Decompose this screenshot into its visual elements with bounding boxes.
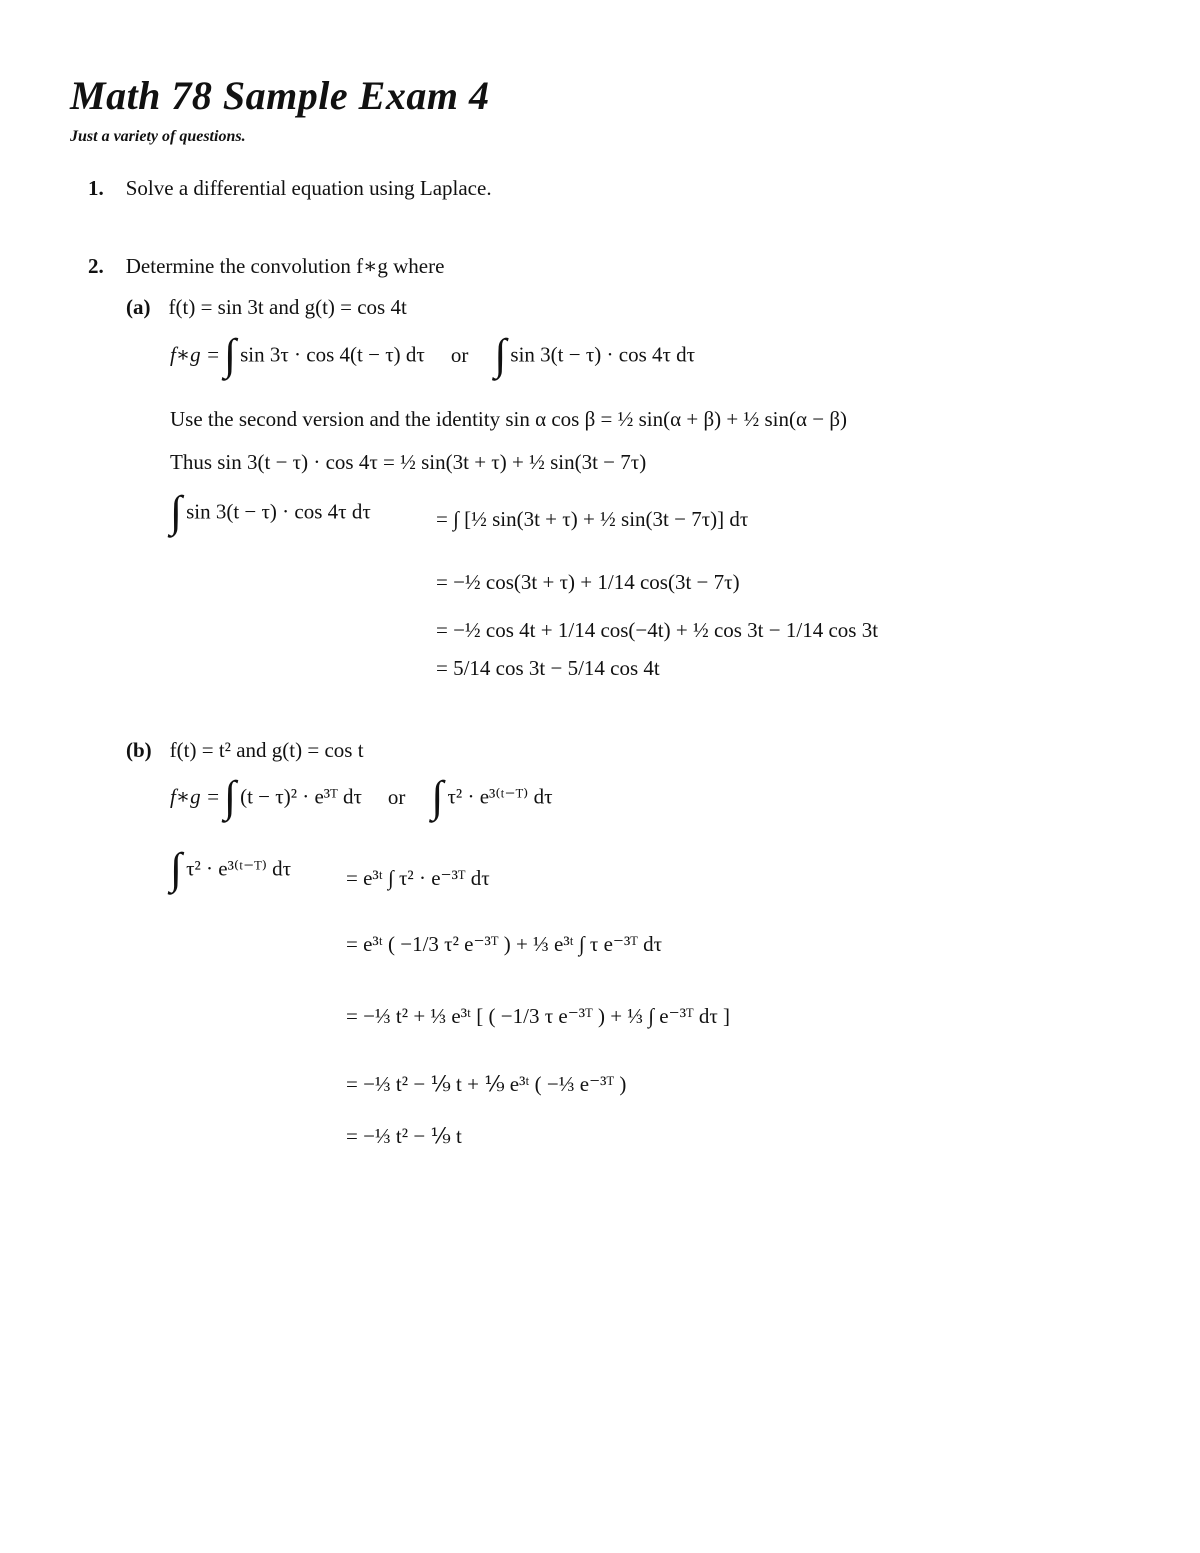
integral-sign: ∫ <box>170 844 183 893</box>
thus-line: Thus sin 3(t − τ) · cos 4τ = ½ sin(3t + τ) + ½ sin(3t − 7τ) <box>170 450 647 474</box>
or-word: or <box>450 342 469 367</box>
part-b-step-5: = −⅓ t² − ⅑ t <box>346 1124 462 1148</box>
part-a-step-lhs <box>170 487 371 536</box>
question-text: Solve a differential equation using Laplace. <box>125 176 492 200</box>
integral-sign: ∫ <box>170 487 183 536</box>
convolution-lhs: f∗g = <box>170 342 221 367</box>
part-a-convolution <box>170 330 696 379</box>
question-2 <box>88 254 444 279</box>
question-number: 1. <box>88 176 104 200</box>
integrand-v1: sin 3τ · cos 4(t − τ) dτ <box>240 342 425 367</box>
integrand-v2: τ² · e³⁽ᵗ⁻ᵀ⁾ dτ <box>447 784 553 809</box>
part-a-header <box>126 295 407 320</box>
step-lhs: τ² · e³⁽ᵗ⁻ᵀ⁾ dτ <box>186 856 292 881</box>
question-text: Determine the convolution f∗g where <box>125 254 445 278</box>
integrand-v2: sin 3(t − τ) · cos 4τ dτ <box>510 342 696 367</box>
integral-sign: ∫ <box>431 772 444 821</box>
integral-sign: ∫ <box>494 330 507 379</box>
question-1 <box>88 176 492 201</box>
part-statement: f(t) = sin 3t and g(t) = cos 4t <box>168 295 407 319</box>
part-b-step-1: = e³ᵗ ∫ τ² · e⁻³ᵀ dτ <box>346 866 490 890</box>
step-lhs: sin 3(t − τ) · cos 4τ dτ <box>186 499 371 524</box>
page-title: Math 78 Sample Exam 4 <box>70 73 490 118</box>
or-word: or <box>387 784 406 809</box>
integrand-v1: (t − τ)² · e³ᵀ dτ <box>240 784 362 809</box>
question-number: 2. <box>88 254 104 278</box>
page-subtitle: Just a variety of questions. <box>70 128 246 145</box>
integral-sign: ∫ <box>224 772 237 821</box>
identity-line: Use the second version and the identity sin α cos β = ½ sin(α + β) + ½ sin(α − β) <box>170 407 848 431</box>
convolution-lhs: f∗g = <box>170 784 221 809</box>
part-a-step-2: = −½ cos(3t + τ) + 1/14 cos(3t − 7τ) <box>436 570 740 594</box>
part-b-step-4: = −⅓ t² − ⅑ t + ⅑ e³ᵗ ( −⅓ e⁻³ᵀ ) <box>346 1072 627 1096</box>
part-b-step-lhs <box>170 844 292 893</box>
integral-sign: ∫ <box>224 330 237 379</box>
part-b-header <box>126 738 364 763</box>
part-a-step-1: = ∫ [½ sin(3t + τ) + ½ sin(3t − 7τ)] dτ <box>436 507 749 531</box>
part-b-step-2: = e³ᵗ ( −1/3 τ² e⁻³ᵀ ) + ⅓ e³ᵗ ∫ τ e⁻³ᵀ dτ <box>346 932 663 956</box>
part-a-step-3: = −½ cos 4t + 1/14 cos(−4t) + ½ cos 3t − 1/14 cos 3t <box>436 618 879 642</box>
part-b-convolution <box>170 772 553 821</box>
part-label: (b) <box>126 738 152 762</box>
part-label: (a) <box>126 295 151 319</box>
part-statement: f(t) = t² and g(t) = cos t <box>169 738 364 762</box>
part-a-step-4: = 5/14 cos 3t − 5/14 cos 4t <box>436 656 660 680</box>
part-b-step-3: = −⅓ t² + ⅓ e³ᵗ [ ( −1/3 τ e⁻³ᵀ ) + ⅓ ∫ e⁻³ᵀ dτ ] <box>346 1004 731 1028</box>
